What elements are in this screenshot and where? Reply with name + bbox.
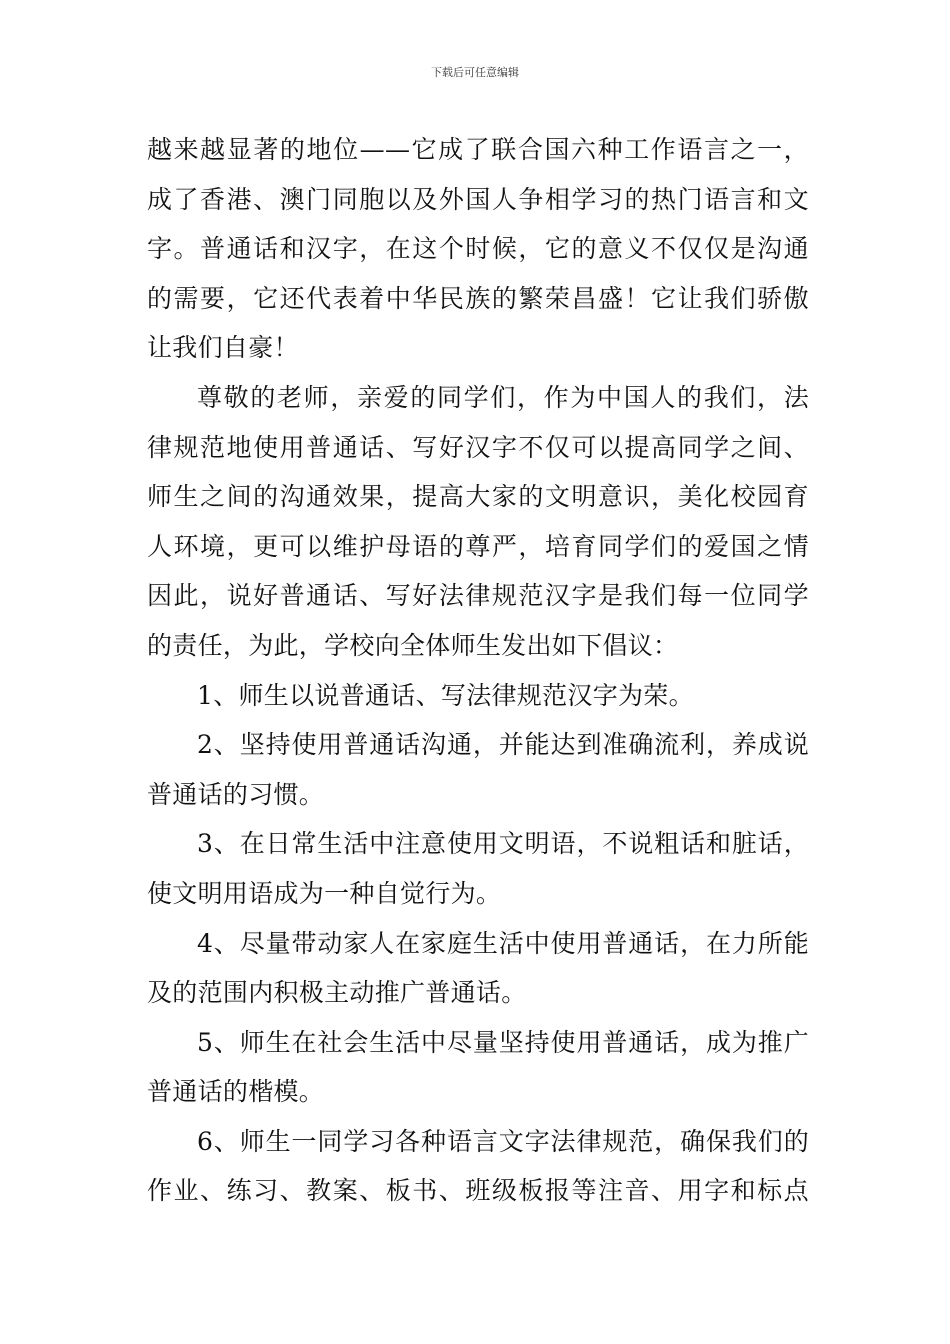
text-line: 及的范围内积极主动推广普通话。 [147, 978, 527, 1008]
text-line: 因此，说好普通话、写好法律规范汉字是我们每一位同学 [147, 581, 809, 611]
text-line: 普通话的习惯。 [147, 779, 325, 809]
text-line: 1、师生以说普通话、写法律规范汉字为荣。 [197, 680, 694, 710]
text-line: 律规范地使用普通话、写好汉字不仅可以提高同学之间、 [147, 432, 809, 462]
text-line: 师生之间的沟通效果，提高大家的文明意识，美化校园育 [147, 482, 809, 512]
text-line: 使文明用语成为一种自觉行为。 [147, 878, 502, 908]
page-header: 下载后可任意编辑 [431, 66, 519, 79]
document-body [147, 125, 809, 1216]
text-line: 6、师生一同学习各种语言文字法律规范，确保我们的 [197, 1126, 809, 1156]
text-line: 3、在日常生活中注意使用文明语，不说粗话和脏话， [197, 829, 809, 859]
text-line: 的责任，为此，学校向全体师生发出如下倡议： [147, 630, 679, 660]
text-line: 尊敬的老师，亲爱的同学们，作为中国人的我们，法 [197, 382, 809, 412]
text-line: 人环境，更可以维护母语的尊严，培育同学们的爱国之情 [147, 531, 809, 561]
text-line: 4、尽量带动家人在家庭生活中使用普通话，在力所能 [197, 928, 809, 958]
text-line: 作业、练习、教案、板书、班级板报等注音、用字和标点 [147, 1176, 809, 1206]
text-line: 2、坚持使用普通话沟通，并能达到准确流利，养成说 [197, 730, 809, 760]
text-line: 成了香港、澳门同胞以及外国人争相学习的热门语言和文 [147, 184, 809, 214]
text-line: 的需要，它还代表着中华民族的繁荣昌盛！它让我们骄傲 [147, 283, 809, 313]
text-line: 普通话的楷模。 [147, 1077, 325, 1107]
text-line: 字。普通话和汉字，在这个时候，它的意义不仅仅是沟通 [147, 234, 809, 264]
text-line: 让我们自豪！ [147, 333, 299, 363]
text-line: 5、师生在社会生活中尽量坚持使用普通话，成为推广 [197, 1027, 809, 1057]
text-line: 越来越显著的地位——它成了联合国六种工作语言之一， [147, 135, 809, 164]
